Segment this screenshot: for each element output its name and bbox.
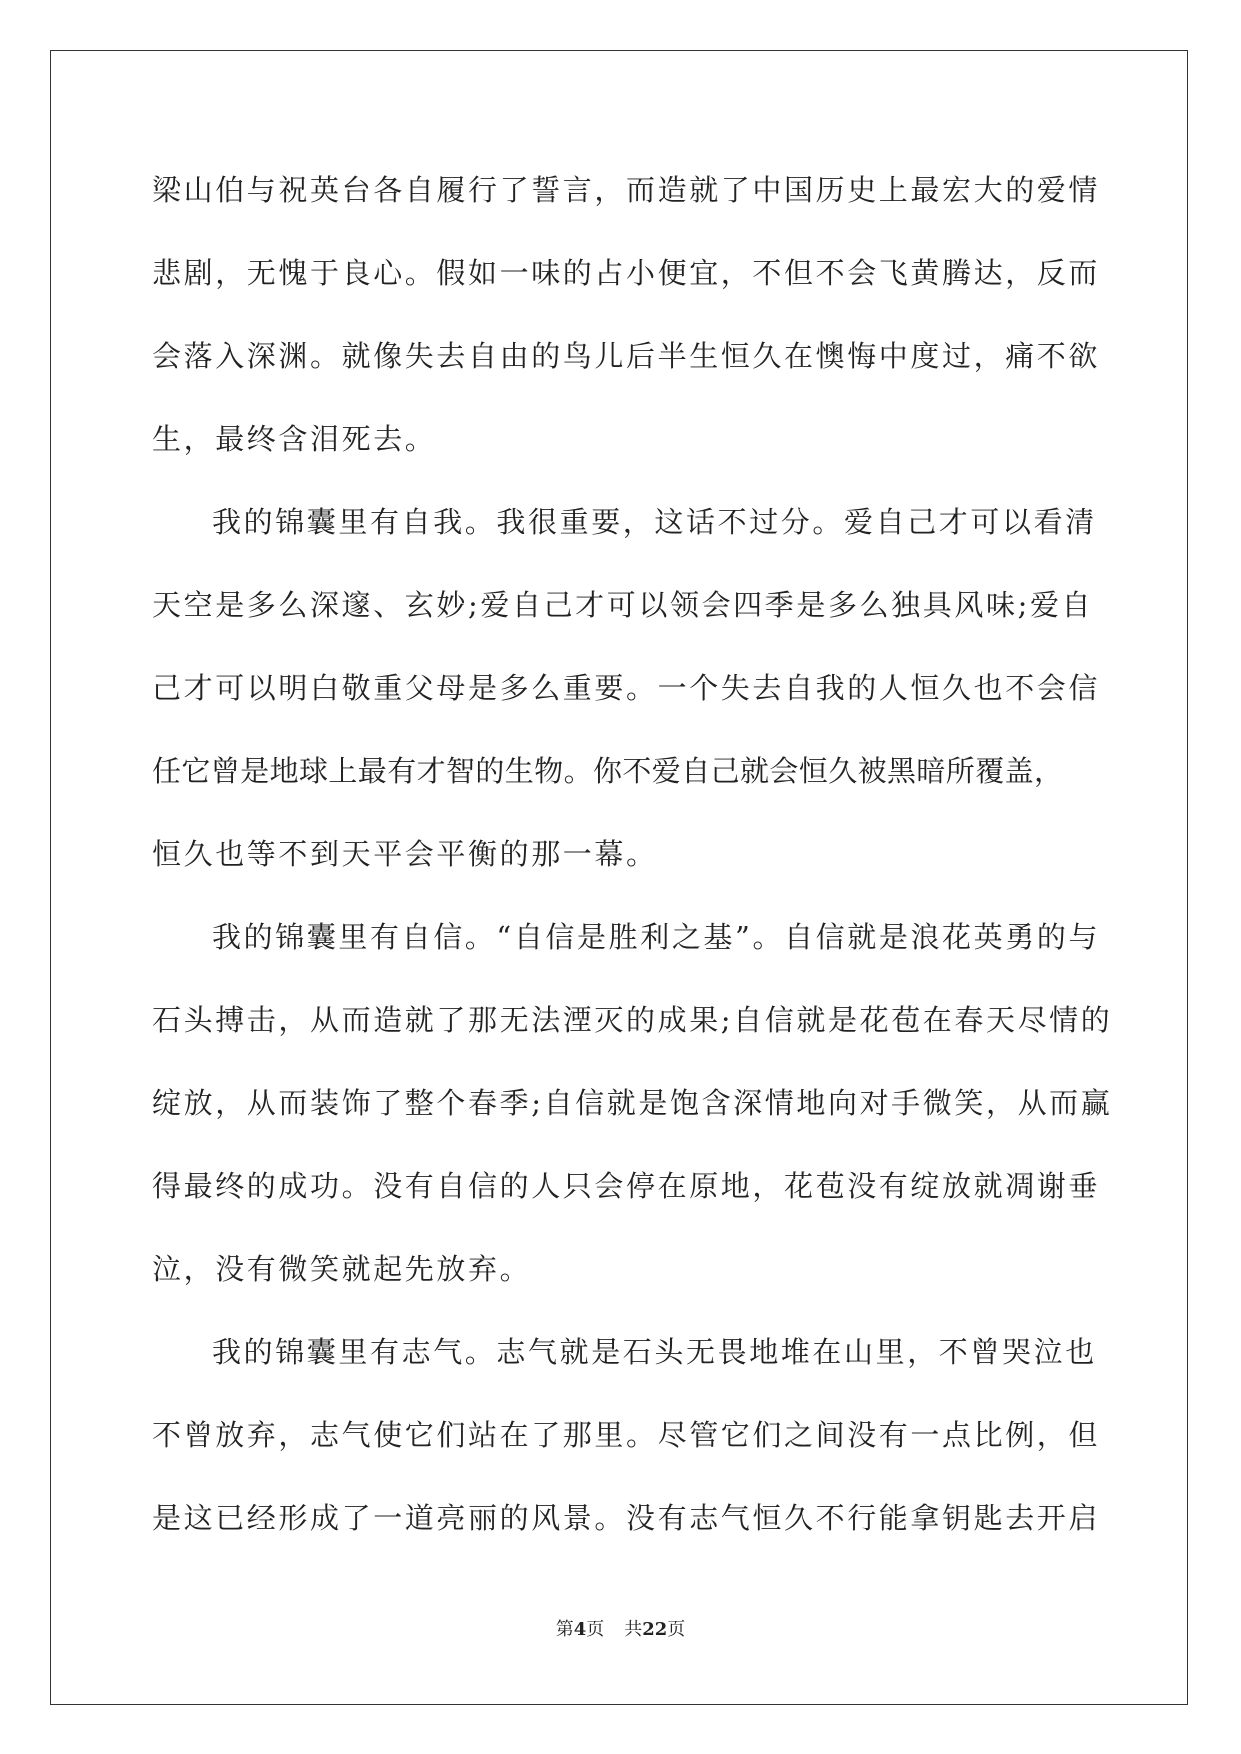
page-number: 4 <box>573 1619 587 1640</box>
text-line: 悲剧，无愧于良心。假如一味的占小便宜，不但不会飞黄腾达，反而 <box>152 256 1101 290</box>
text-line: 梁山伯与祝英台各自履行了誓言，而造就了中国历史上最宏大的爱情 <box>152 173 1101 207</box>
text-line: 是这已经形成了一道亮丽的风景。没有志气恒久不行能拿钥匙去开启 <box>152 1501 1101 1535</box>
text-line: 不曾放弃，志气使它们站在了那里。尽管它们之间没有一点比例，但 <box>152 1418 1101 1452</box>
text-line: 己才可以明白敬重父母是多么重要。一个失去自我的人恒久也不会信 <box>152 671 1101 705</box>
text-line: 得最终的成功。没有自信的人只会停在原地，花苞没有绽放就凋谢垂 <box>152 1169 1101 1203</box>
text-line: 任它曾是地球上最有才智的生物。你不爱自己就会恒久被黑暗所覆盖， <box>152 754 1064 788</box>
text-line: 生，最终含泪死去。 <box>152 422 437 456</box>
text-line: 我的锦囊里有志气。志气就是石头无畏地堆在山里，不曾哭泣也 <box>212 1335 1097 1369</box>
total-pages: 22 <box>642 1619 668 1640</box>
text-line: 我的锦囊里有自我。我很重要，这话不过分。爱自己才可以看清 <box>212 505 1097 539</box>
document-body <box>152 160 1113 1571</box>
text-line: 我的锦囊里有自信。“自信是胜利之基”。自信就是浪花英勇的与 <box>212 920 1101 954</box>
text-line: 恒久也等不到天平会平衡的那一幕。 <box>152 837 658 871</box>
total-suffix: 页 <box>667 1619 686 1640</box>
page-suffix: 页 <box>586 1619 605 1640</box>
text-line: 会落入深渊。就像失去自由的鸟儿后半生恒久在懊悔中度过，痛不欲 <box>152 339 1101 373</box>
text-line: 泣，没有微笑就起先放弃。 <box>152 1252 532 1286</box>
text-line: 石头搏击，从而造就了那无法湮灭的成果;自信就是花苞在春天尽情的 <box>152 1003 1113 1037</box>
total-prefix: 共 <box>624 1619 643 1640</box>
page-footer <box>0 1615 1241 1641</box>
page-prefix: 第 <box>555 1619 574 1640</box>
text-line: 绽放，从而装饰了整个春季;自信就是饱含深情地向对手微笑，从而赢 <box>152 1086 1113 1120</box>
text-line: 天空是多么深邃、玄妙;爱自己才可以领会四季是多么独具风味;爱自 <box>152 588 1094 622</box>
